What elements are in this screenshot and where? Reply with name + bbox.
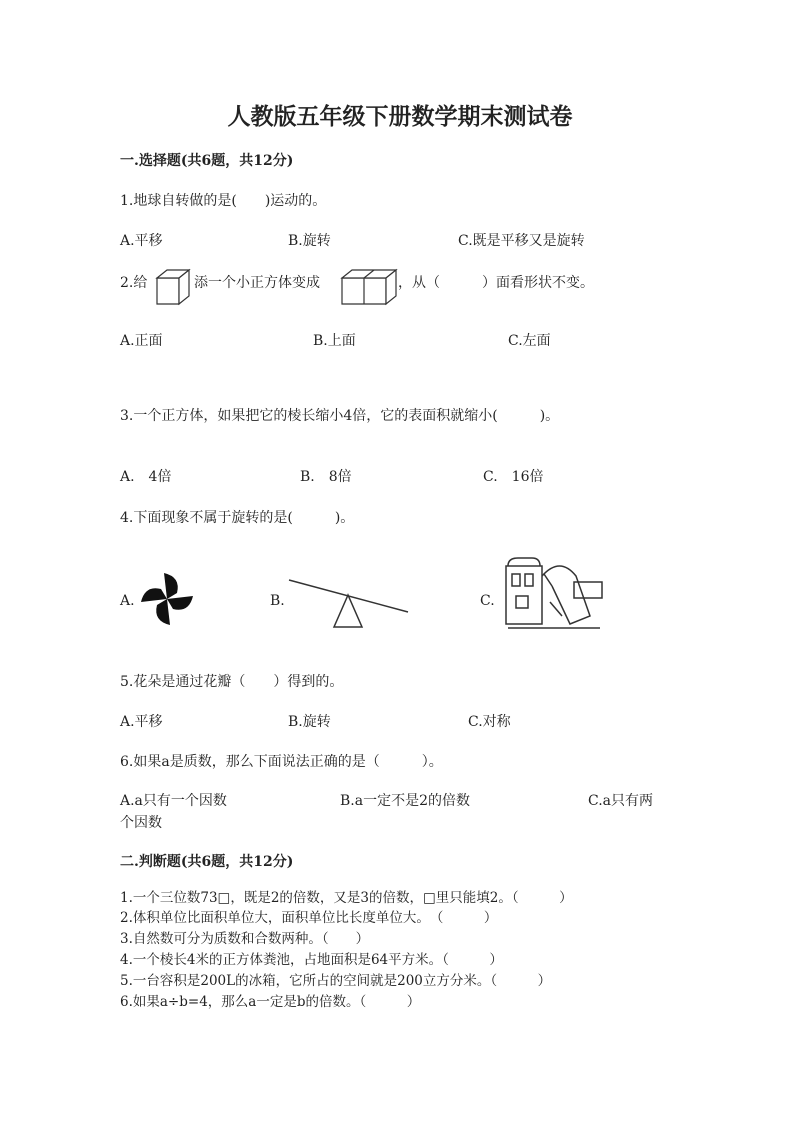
slide-icon (500, 556, 605, 632)
q3-option-b: B. 8倍 (300, 469, 352, 485)
question-6: 6.如果a是质数，那么下面说法正确的是（ ）。 (120, 754, 443, 770)
q2-option-c: C.左面 (508, 333, 551, 349)
judgement-item-1: 1.一个三位数73□，既是2的倍数，又是3的倍数，□里只能填2。（ ） (120, 890, 573, 906)
q4-option-a: A. (120, 593, 135, 609)
q6-option-a: A.a只有一个因数 (120, 793, 227, 809)
section-heading-judgement: 二.判断题(共6题，共12分) (120, 854, 294, 870)
double-cube-icon (340, 268, 398, 308)
single-cube-icon (155, 268, 191, 308)
q1-option-c: C.既是平移又是旋转 (458, 233, 585, 249)
q5-option-a: A.平移 (120, 714, 163, 730)
page-title: 人教版五年级下册数学期末测试卷 (227, 103, 573, 130)
q2-middle: 添一个小正方体变成 (194, 275, 320, 291)
q3-option-a: A. 4倍 (120, 469, 172, 485)
q2-prefix: 2.给 (120, 275, 148, 291)
q4-option-c: C. (480, 593, 495, 609)
section-heading-choice: 一.选择题(共6题，共12分) (120, 153, 294, 169)
q5-option-b: B.旋转 (288, 714, 331, 730)
judgement-item-5: 5.一台容积是200L的冰箱，它所占的空间就是200立方分米。（ ） (120, 973, 552, 989)
q3-option-c: C. 16倍 (483, 469, 544, 485)
question-4: 4.下面现象不属于旋转的是( )。 (120, 510, 355, 526)
question-5: 5.花朵是通过花瓣（ ）得到的。 (120, 674, 344, 690)
judgement-item-6: 6.如果a÷b=4，那么a一定是b的倍数。（ ） (120, 994, 421, 1010)
q2-suffix: ，从（ ）面看形状不变。 (398, 275, 594, 291)
q1-option-b: B.旋转 (288, 233, 331, 249)
q6-option-c: C.a只有两 (588, 793, 654, 809)
question-3: 3.一个正方体，如果把它的棱长缩小4倍，它的表面积就缩小( )。 (120, 408, 560, 424)
q4-option-b: B. (270, 593, 285, 609)
q2-option-b: B.上面 (313, 333, 356, 349)
q2-option-a: A.正面 (120, 333, 163, 349)
seesaw-icon (288, 575, 410, 630)
q6-option-c-wrap: 个因数 (120, 815, 162, 831)
pinwheel-icon (138, 570, 196, 628)
judgement-item-3: 3.自然数可分为质数和合数两种。（ ） (120, 931, 370, 947)
q5-option-c: C.对称 (468, 714, 511, 730)
judgement-item-2: 2.体积单位比面积单位大，面积单位比长度单位大。 （ ） (120, 910, 498, 926)
q1-option-a: A.平移 (120, 233, 163, 249)
question-1: 1.地球自转做的是( )运动的。 (120, 193, 327, 209)
q6-option-b: B.a一定不是2的倍数 (340, 793, 470, 809)
judgement-item-4: 4.一个棱长4米的正方体粪池，占地面积是64平方米。（ ） (120, 952, 503, 968)
